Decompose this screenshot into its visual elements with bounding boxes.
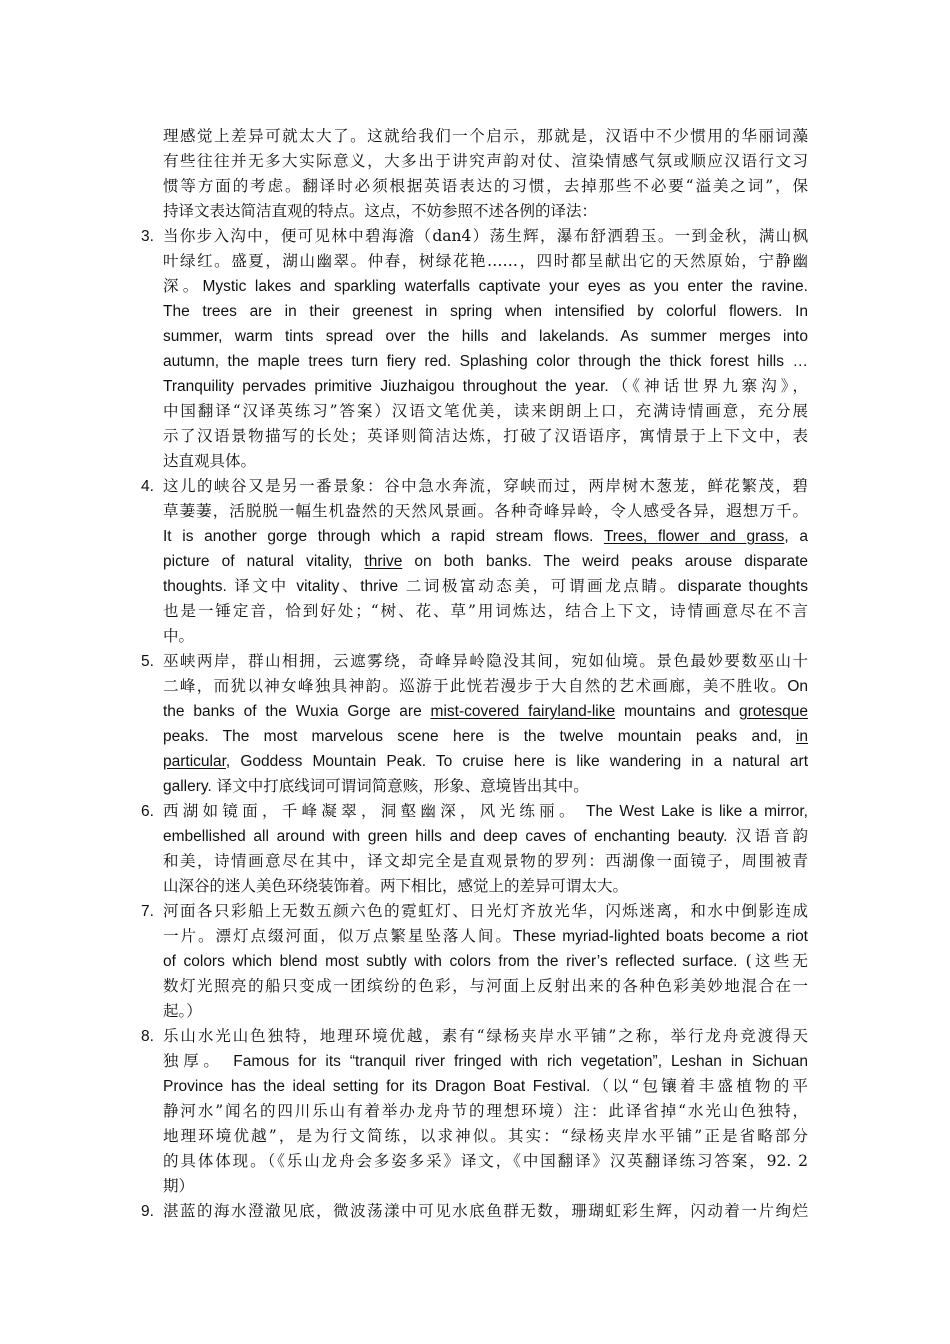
english-text: gallery. bbox=[163, 778, 212, 795]
underlined-phrase: mist-covered fairyland-like bbox=[430, 703, 616, 720]
english-text: vitality、thrive bbox=[296, 578, 399, 595]
english-text: the banks of the Wuxia Gorge are bbox=[163, 703, 422, 720]
item-number: 4. bbox=[141, 478, 154, 495]
english-text: disparate thoughts bbox=[677, 578, 808, 595]
item-line bbox=[163, 774, 808, 799]
item-text: 二词极富动态美，可谓画龙点睛。 bbox=[405, 577, 678, 595]
item-text: 译文中 bbox=[234, 577, 289, 595]
item-line: 静河水”闻名的四川乐山有着举办龙舟节的理想环境）注：此译省掉“水光山色独特， bbox=[163, 1102, 808, 1120]
item-text: 一片。漂灯点缀河面，似万点繁星坠落人间。 bbox=[163, 927, 513, 945]
item-line: 起。） bbox=[163, 1002, 202, 1020]
item-text: （以“包镶着丰盛植物的平 bbox=[590, 1077, 808, 1095]
english-text: on both banks. The weird peaks arouse disparate bbox=[414, 553, 809, 570]
underlined-phrase: thrive bbox=[364, 553, 403, 570]
item-line: 湛蓝的海水澄澈见底，微波荡漾中可见水底鱼群无数，珊瑚虹彩生辉，闪动着一片绚烂 bbox=[163, 1202, 808, 1220]
list-item-5 bbox=[141, 649, 809, 799]
intro-line: 惯等方面的考虑。翻译时必须根据英语表达的习惯，去掉那些不必要“溢美之词”，保 bbox=[163, 177, 808, 195]
item-line: 山深谷的迷人美色环绕装饰着。两下相比，感觉上的差异可谓太大。 bbox=[163, 877, 629, 895]
item-line: 期） bbox=[163, 1177, 195, 1195]
item-line: 乐山水光山色独特，地理环境优越，素有“绿杨夹岸水平铺”之称，举行龙舟竞渡得天 bbox=[163, 1027, 808, 1045]
item-line: 叶绿红。盛夏，湖山幽翠。仲春，树绿花艳……，四时都呈献出它的天然原始，宁静幽 bbox=[163, 252, 808, 270]
item-line: 的具体体现。（《乐山龙舟会多姿多采》译文，《中国翻译》汉英翻译练习答案，92. 2 bbox=[163, 1152, 808, 1170]
item-line: 达直观具体。 bbox=[163, 452, 257, 470]
list-item-6 bbox=[141, 799, 808, 899]
item-text: 二峰，而犹以神女峰独具神韵。巡游于此恍若漫步于大自然的艺术画廊，美不胜收。 bbox=[163, 677, 788, 695]
item-line bbox=[163, 949, 808, 974]
english-text: Tranquility pervades primitive Jiuzhaigou throughout the year. bbox=[163, 378, 609, 395]
intro-line: 理感觉上差异可就太大了。这就给我们一个启示，那就是，汉语中不少惯用的华丽词藻 bbox=[163, 127, 808, 145]
item-line bbox=[163, 374, 808, 399]
item-line bbox=[163, 674, 808, 699]
item-line: 中。 bbox=[163, 627, 195, 645]
item-text: 译文中打底线词可谓词简意赅，形象、意境皆出其中。 bbox=[216, 777, 589, 795]
list-item-7 bbox=[141, 899, 808, 1024]
english-text: Province has the ideal setting for its Dragon Boat Festival. bbox=[163, 1078, 591, 1095]
english-text: mountains and bbox=[623, 703, 731, 720]
item-number: 3. bbox=[141, 228, 154, 245]
english-line: The trees are in their greenest in spring when intensified by colorful flowers. In bbox=[163, 303, 808, 320]
list-item-3 bbox=[141, 224, 808, 474]
english-line bbox=[163, 699, 808, 724]
item-line bbox=[163, 924, 808, 949]
item-number: 7. bbox=[141, 903, 154, 920]
english-text: The West Lake is like a mirror, bbox=[586, 803, 808, 820]
item-line: 河面各只彩船上无数五颜六色的霓虹灯、日光灯齐放光华，闪烁迷离，和水中倒影连成 bbox=[163, 902, 808, 920]
item-line: 中国翻译“汉译英练习”答案）汉语文笔优美，读来朗朗上口，充满诗情画意，充分展 bbox=[163, 402, 808, 420]
english-text: Mystic lakes and sparkling waterfalls captivate your eyes as you enter the ravine. bbox=[202, 278, 808, 295]
item-line: 当你步入沟中，便可见林中碧海澹（dan4）荡生辉，瀑布舒洒碧玉。一到金秋，满山枫 bbox=[163, 227, 808, 245]
list-item-8 bbox=[141, 1024, 808, 1199]
english-text: , a bbox=[784, 528, 808, 545]
item-number: 6. bbox=[141, 803, 154, 820]
item-line bbox=[163, 274, 808, 299]
underlined-phrase: in bbox=[795, 728, 809, 745]
intro-line: 有些往往并无多大实际意义，大多出于讲究声韵对仗、渲染情感气氛或顺应汉语行文习 bbox=[163, 152, 808, 170]
english-text: It is another gorge through which a rapid stream flows. bbox=[163, 528, 594, 545]
english-line bbox=[163, 724, 808, 749]
english-text: thoughts. bbox=[163, 578, 227, 595]
item-text: (这些无 bbox=[745, 952, 808, 970]
intro-paragraph bbox=[163, 124, 808, 224]
english-line bbox=[163, 524, 808, 549]
item-text: （《神话世界九寨沟》， bbox=[608, 377, 808, 395]
item-text: 独厚。 bbox=[163, 1052, 224, 1070]
english-line: autumn, the maple trees turn fiery red. Splashing color through the thick forest hills … bbox=[163, 353, 808, 370]
item-line: 和美，诗情画意尽在其中，译文却完全是直观景物的罗列：西湖像一面镜子，周围被青 bbox=[163, 852, 808, 870]
underlined-phrase: particular bbox=[163, 753, 226, 770]
item-line: 草萋萋，活脱脱一幅生机盎然的天然风景画。各种奇峰异岭，令人感受各异，遐想万千。 bbox=[163, 502, 808, 520]
intro-line: 持译文表达简洁直观的特点。这点，不妨参照不述各例的译法： bbox=[163, 202, 598, 220]
item-line bbox=[163, 799, 808, 824]
english-line bbox=[163, 749, 808, 774]
item-line: 巫峡两岸，群山相拥，云遮雾绕，奇峰异岭隐没其间，宛如仙境。景色最妙要数巫山十 bbox=[163, 652, 808, 670]
underlined-phrase: grotesque bbox=[739, 703, 808, 720]
item-line bbox=[163, 824, 808, 849]
item-text: 汉语音韵 bbox=[735, 827, 808, 845]
english-line: summer, warm tints spread over the hills and lakelands. As summer merges into bbox=[163, 328, 808, 345]
underlined-phrase: Trees, flower and grass bbox=[603, 528, 785, 545]
list-item-9 bbox=[141, 1199, 808, 1224]
english-text: peaks. The most marvelous scene here is the twelve mountain peaks and, bbox=[163, 728, 782, 745]
english-text: On bbox=[787, 678, 808, 695]
item-line bbox=[163, 574, 808, 599]
list-item-4 bbox=[141, 474, 809, 649]
item-line: 数灯光照亮的船只变成一团缤纷的色彩，与河面上反射出来的各种色彩美妙地混合在一 bbox=[163, 977, 808, 995]
item-line: 这儿的峡谷又是另一番景象：谷中急水奔流，穿峡而过，两岸树木葱茏，鲜花繁茂，碧 bbox=[163, 477, 808, 495]
numbered-list bbox=[141, 224, 809, 1224]
item-line: 也是一锤定音，恰到好处；“树、花、草”用词炼达，结合上下文，诗情画意尽在不言 bbox=[163, 602, 808, 620]
english-text: These myriad-lighted boats become a riot bbox=[512, 928, 808, 945]
item-number: 5. bbox=[141, 653, 154, 670]
english-text: embellished all around with green hills and deep caves of enchanting beauty. bbox=[163, 828, 728, 845]
item-line: 示了汉语景物描写的长处；英译则简洁达炼，打破了汉语语序，寓情景于上下文中，表 bbox=[163, 427, 808, 445]
english-text: of colors which blend most subtly with colors from the river’s reflected surface. bbox=[163, 953, 738, 970]
item-text: 西湖如镜面，千峰凝翠，洞壑幽深，风光练丽。 bbox=[163, 802, 579, 820]
english-text: , Goddess Mountain Peak. To cruise here is like wandering in a natural art bbox=[225, 753, 808, 770]
item-number: 8. bbox=[141, 1028, 154, 1045]
english-text: picture of natural vitality, bbox=[163, 553, 353, 570]
item-line bbox=[163, 1049, 808, 1074]
item-number: 9. bbox=[141, 1203, 154, 1220]
item-text: 深。 bbox=[163, 277, 203, 295]
english-text: Famous for its “tranquil river fringed with rich vegetation”, Leshan in Sichuan bbox=[233, 1053, 808, 1070]
item-line bbox=[163, 1074, 808, 1099]
item-line: 地理环境优越”，是为行文简练，以求神似。其实：“绿杨夹岸水平铺”正是省略部分 bbox=[163, 1127, 808, 1145]
english-line bbox=[163, 549, 808, 574]
